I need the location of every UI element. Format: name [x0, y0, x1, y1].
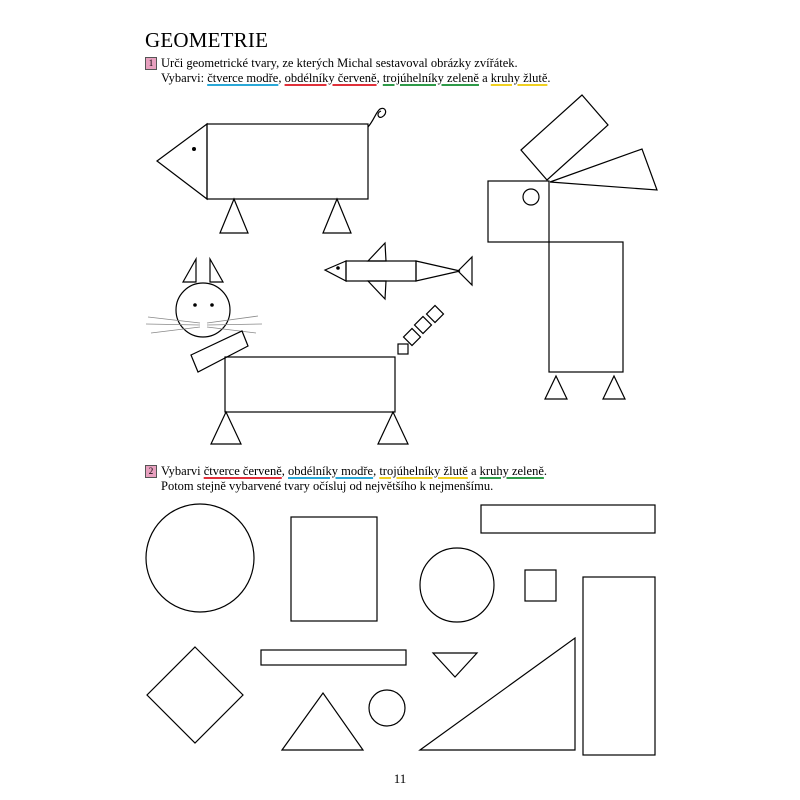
pig-body-rectangle — [207, 124, 368, 199]
fish-top-fin-triangle — [368, 243, 386, 261]
task-2-prefix: Vybarvi — [161, 464, 204, 478]
cat-tail-square — [415, 317, 432, 334]
page-number: 11 — [393, 771, 407, 786]
diamond-square — [147, 647, 243, 743]
end-punct: . — [543, 464, 547, 478]
horse-head-square — [488, 181, 549, 242]
triangles-instruction: trojúhelníky zeleně — [382, 71, 479, 85]
circles-instruction: kruhy zeleně — [479, 464, 544, 478]
cat-eye — [210, 303, 214, 307]
cat-leg-triangle — [211, 412, 241, 444]
task-1-instruction: Urči geometrické tvary, ze kterých Michal sestavoval obrázky zvířátek. — [161, 56, 518, 70]
fish-eye — [336, 266, 340, 270]
thin-rectangle — [261, 650, 406, 665]
squares-instruction: čtverce modře — [207, 71, 279, 85]
fish-nose-triangle — [416, 261, 460, 281]
cat-leg-triangle — [378, 412, 408, 444]
task-1-prefix: Vybarvi: — [161, 71, 208, 85]
cat-tail-square — [427, 306, 444, 323]
circles-instruction: kruhy žlutě — [490, 71, 548, 85]
pig-tail — [368, 108, 386, 127]
triangles-instruction: trojúhelníky žlutě — [379, 464, 468, 478]
squares-instruction: čtverce červeně — [203, 464, 282, 478]
pig-leg-triangle — [220, 199, 248, 233]
end-punct: . — [547, 71, 551, 85]
cat-tail-square — [398, 344, 408, 354]
task-2-line-2: Potom stejně vybarvené tvary očísluj od největšího k nejmenšímu. — [161, 479, 494, 493]
shapes-to-color — [146, 504, 655, 755]
horse-body-rectangle — [549, 242, 623, 372]
pig-leg-triangle — [323, 199, 351, 233]
cat-body-rectangle — [225, 357, 395, 412]
horse-ear-rectangle — [521, 95, 608, 180]
wide-rectangle — [481, 505, 655, 533]
pig-head-triangle — [157, 124, 207, 199]
rectangles-instruction: obdélníky červeně — [284, 71, 377, 85]
medium-triangle — [282, 693, 363, 750]
task-2-line-1: 2 Vybarvi čtverce červeně, obdélníky modře, trojúhelníky žlutě a kruhy zeleně. — [145, 464, 547, 479]
pig-figure — [157, 108, 386, 233]
large-right-triangle — [420, 638, 575, 750]
small-inverted-triangle — [433, 653, 477, 677]
rectangles-instruction: obdélníky modře — [288, 464, 374, 478]
task-number-badge: 2 — [145, 465, 157, 478]
page-title: GEOMETRIE — [145, 28, 269, 52]
large-circle — [146, 504, 254, 612]
small-circle — [369, 690, 405, 726]
fish-bottom-fin-triangle — [368, 281, 386, 299]
tall-rectangle — [583, 577, 655, 755]
fish-figure — [325, 243, 472, 299]
task-number-badge: 1 — [145, 57, 157, 70]
joiner-text: a — [467, 464, 480, 478]
horse-ear-triangle — [550, 149, 657, 190]
cat-whiskers — [146, 316, 262, 333]
horse-figure — [488, 95, 657, 399]
cat-figure — [146, 259, 443, 444]
cat-ear-triangle — [210, 259, 223, 282]
medium-circle — [420, 548, 494, 622]
pig-eye — [192, 147, 196, 151]
horse-leg-triangle — [603, 376, 625, 399]
cat-ear-triangle — [183, 259, 196, 282]
horse-leg-triangle — [545, 376, 567, 399]
task-1-line-2: Vybarvi: čtverce modře, obdélníky červeně, trojúhelníky zeleně a kruhy žlutě. — [161, 71, 551, 85]
cat-tail-square — [404, 329, 421, 346]
horse-eye-circle — [523, 189, 539, 205]
fish-body-rectangle — [346, 261, 416, 281]
small-square — [525, 570, 556, 601]
fish-head-triangle — [325, 261, 346, 281]
joiner-text: a — [478, 71, 491, 85]
cat-eye — [193, 303, 197, 307]
large-square — [291, 517, 377, 621]
